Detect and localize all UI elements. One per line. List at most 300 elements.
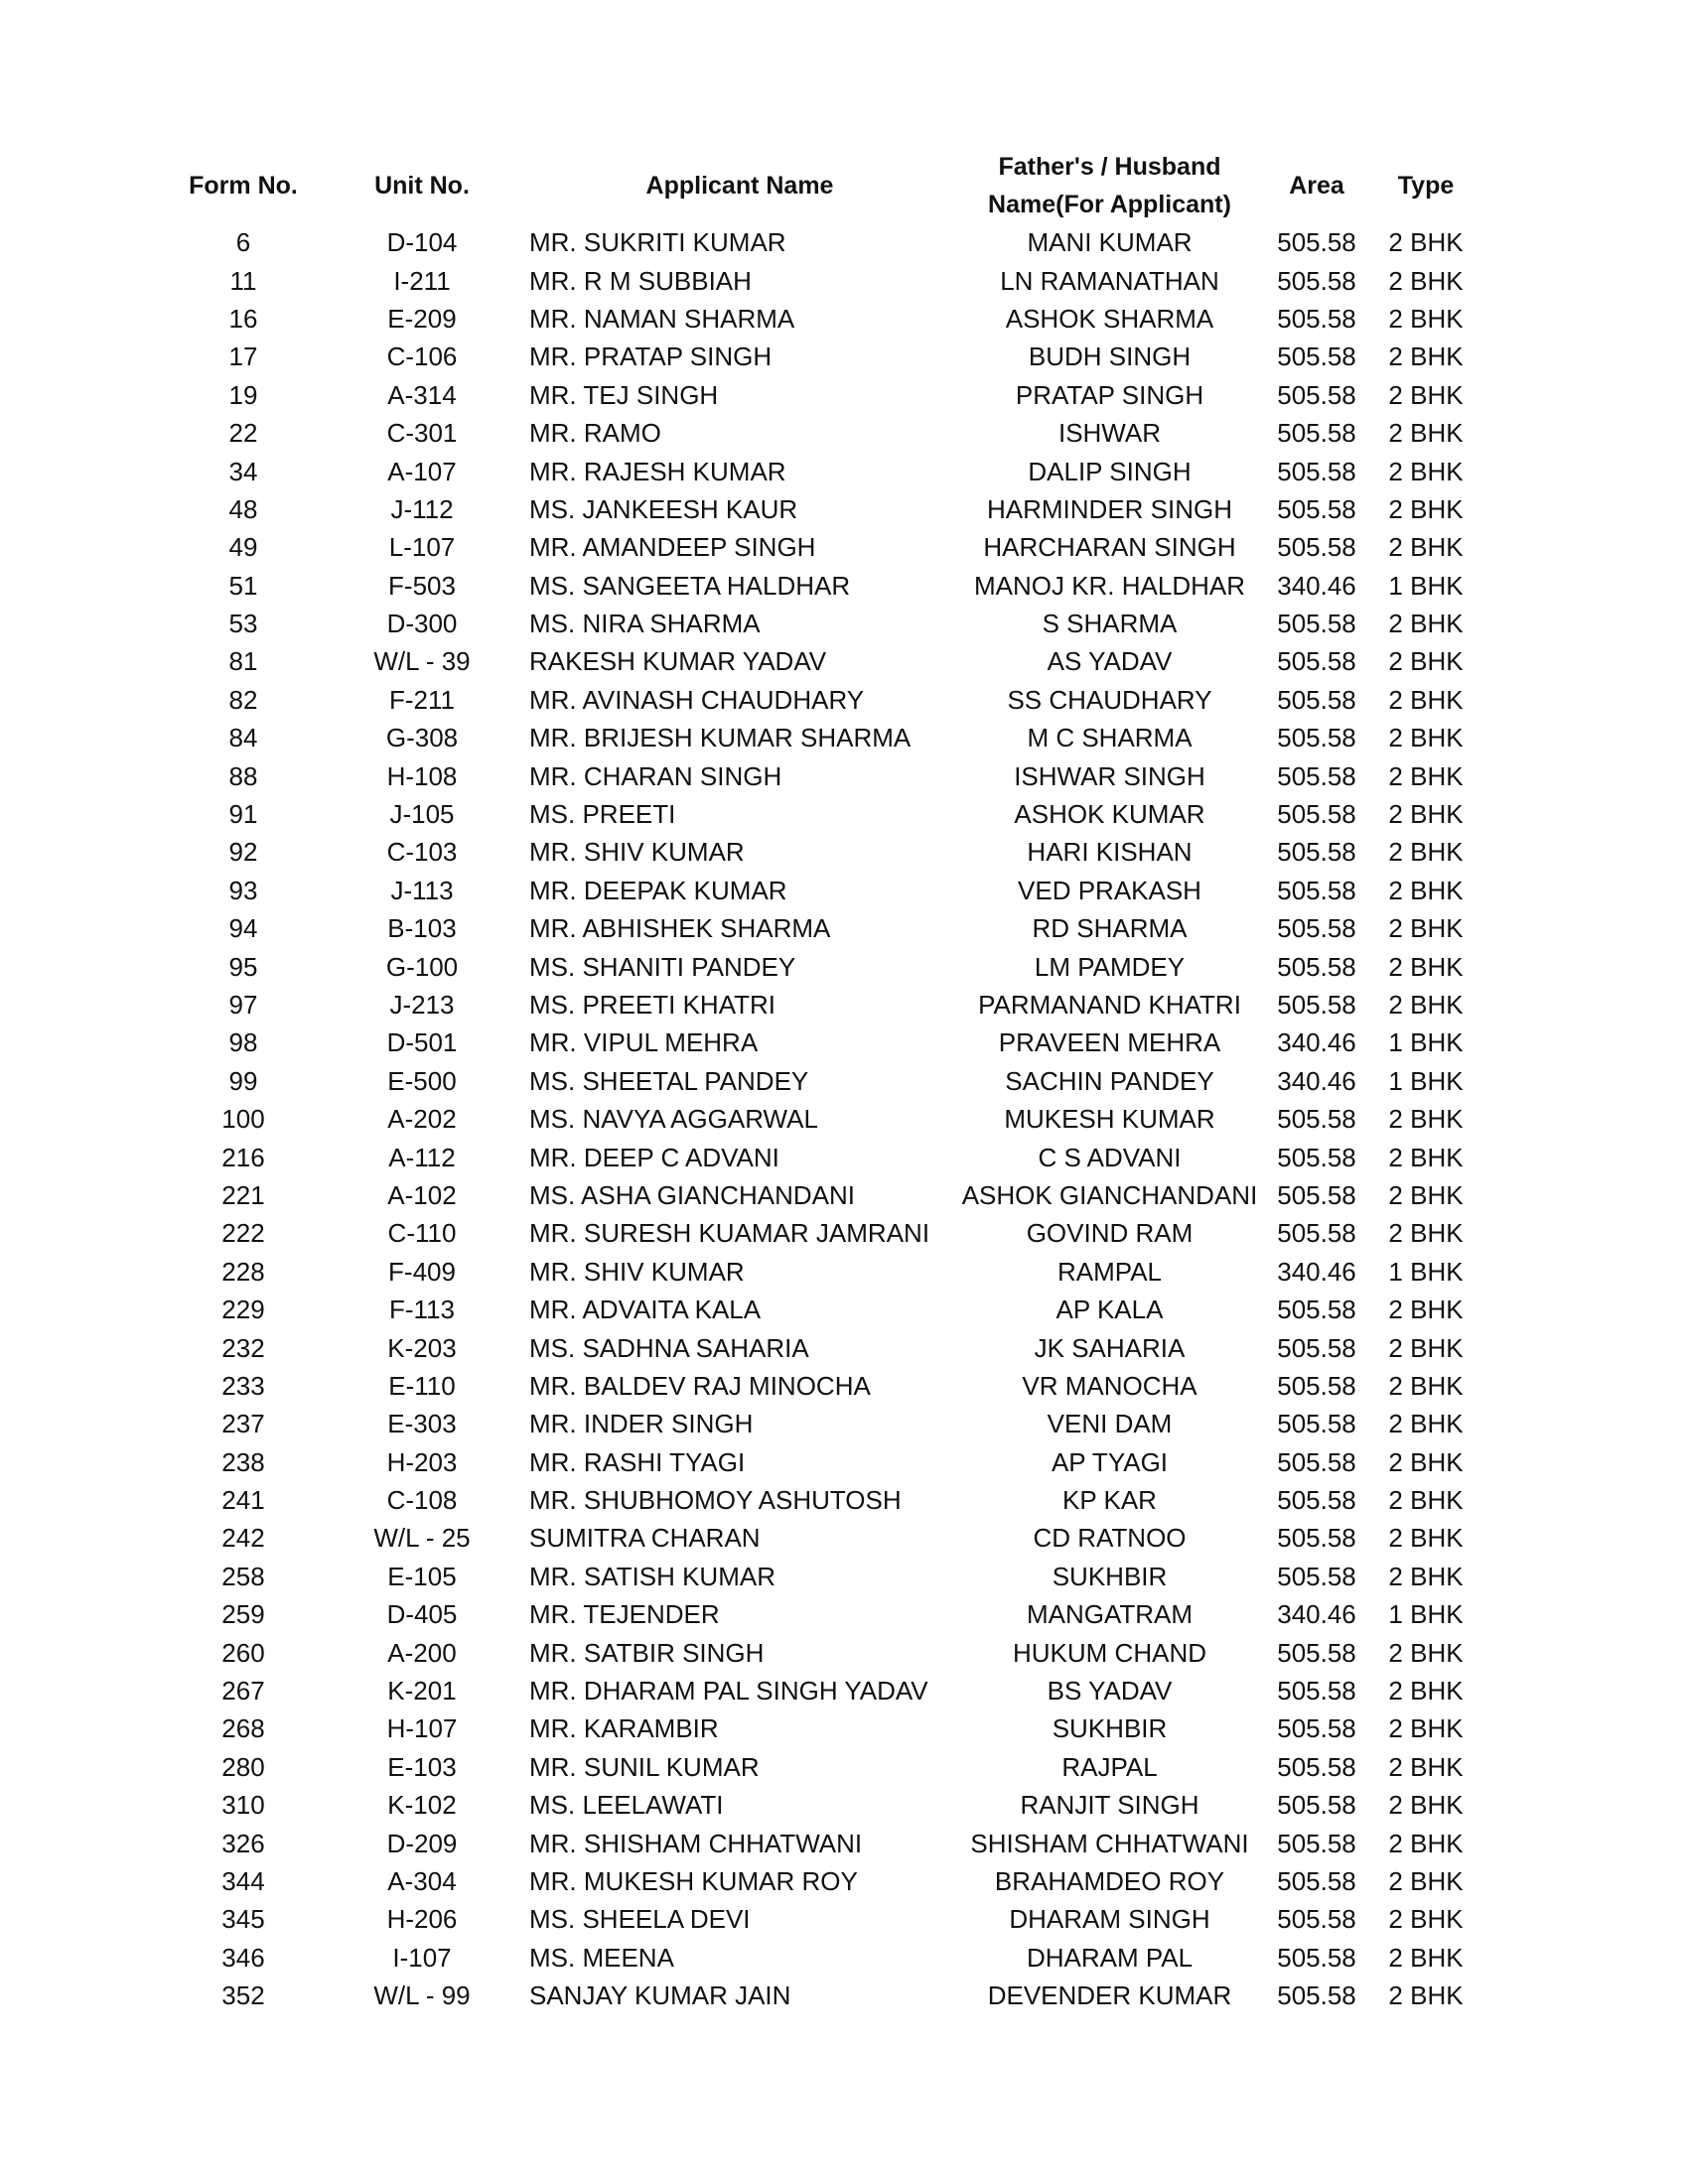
type-cell: 2 BHK: [1388, 418, 1464, 449]
father-name-cell: RD SHARMA: [1032, 913, 1188, 944]
father-name-cell: DHARAM PAL: [1026, 1942, 1194, 1973]
form-no-cell: 260: [221, 1637, 265, 1668]
table-row: [164, 1939, 1479, 1977]
father-name-cell: M C SHARMA: [1027, 723, 1193, 753]
form-no-cell: 352: [221, 1980, 265, 2011]
father-name-cell: HUKUM CHAND: [1013, 1637, 1206, 1668]
unit-no-cell: F-211: [389, 684, 455, 715]
applicant-name-cell: MR. INDER SINGH: [529, 1409, 754, 1439]
type-cell: 2 BHK: [1388, 341, 1464, 372]
type-cell: 2 BHK: [1388, 265, 1464, 296]
unit-no-cell: W/L - 99: [373, 1980, 471, 2011]
father-name-cell: MANI KUMAR: [1027, 227, 1193, 258]
father-name-cell: VR MANOCHA: [1022, 1370, 1197, 1401]
unit-no-cell: A-200: [387, 1637, 457, 1668]
unit-no-cell: E-105: [387, 1561, 457, 1591]
area-cell: 505.58: [1277, 265, 1356, 296]
unit-no-cell: G-308: [385, 723, 459, 753]
father-name-cell: SACHIN PANDEY: [1005, 1065, 1214, 1096]
applicant-name-cell: MR. BALDEV RAJ MINOCHA: [529, 1370, 871, 1401]
applicant-name-cell: MR. ABHISHEK SHARMA: [529, 913, 831, 944]
form-no-cell: 242: [221, 1523, 265, 1554]
area-cell: 505.58: [1277, 1751, 1356, 1782]
type-cell: 1 BHK: [1388, 1027, 1464, 1058]
applicant-name-cell: SUMITRA CHARAN: [529, 1523, 761, 1554]
father-name-cell: AS YADAV: [1047, 646, 1173, 677]
table-row: [164, 1672, 1479, 1709]
area-cell: 505.58: [1277, 1142, 1356, 1172]
area-cell: 505.58: [1277, 1523, 1356, 1554]
unit-no-cell: D-104: [386, 227, 458, 258]
area-cell: 505.58: [1277, 1980, 1356, 2011]
area-cell: 505.58: [1277, 418, 1356, 449]
unit-no-cell: J-213: [389, 990, 455, 1020]
father-name-cell: BUDH SINGH: [1028, 341, 1192, 372]
table-row: [164, 795, 1479, 833]
form-no-cell: 222: [221, 1218, 265, 1249]
area-cell: 505.58: [1277, 1485, 1356, 1516]
father-name-cell: RANJIT SINGH: [1020, 1790, 1199, 1821]
area-cell: 340.46: [1277, 1256, 1356, 1287]
unit-no-cell: C-110: [387, 1218, 457, 1249]
type-cell: 2 BHK: [1388, 1446, 1464, 1477]
unit-no-cell: W/L - 25: [373, 1523, 471, 1554]
applicant-name-cell: SANJAY KUMAR JAIN: [529, 1980, 791, 2011]
father-name-cell: SHISHAM CHHATWANI: [970, 1828, 1249, 1858]
applicant-name-cell: MR. DEEPAK KUMAR: [529, 875, 787, 905]
form-no-cell: 53: [228, 609, 258, 639]
father-name-cell: BRAHAMDEO ROY: [994, 1865, 1225, 1896]
form-no-cell: 91: [228, 799, 258, 830]
applicant-name-cell: MS. LEELAWATI: [529, 1790, 724, 1821]
unit-no-cell: J-105: [389, 799, 455, 830]
unit-no-cell: E-209: [387, 303, 457, 334]
header-row: [164, 147, 1479, 223]
area-cell: 505.58: [1277, 303, 1356, 334]
form-no-cell: 345: [221, 1904, 265, 1935]
table-header: [164, 147, 1479, 223]
father-name-cell: HARCHARAN SINGH: [983, 532, 1236, 563]
father-name-cell: AP TYAGI: [1051, 1446, 1169, 1477]
table-row: [164, 986, 1479, 1024]
applicant-name-cell: MR. SUNIL KUMAR: [529, 1751, 760, 1782]
unit-no-cell: D-209: [386, 1828, 458, 1858]
table-row: [164, 756, 1479, 794]
type-cell: 2 BHK: [1388, 646, 1464, 677]
form-no-cell: 22: [228, 418, 258, 449]
father-name-cell: DHARAM SINGH: [1009, 1904, 1210, 1935]
applicant-name-cell: MS. SHEELA DEVI: [529, 1904, 751, 1935]
father-name-cell: HARMINDER SINGH: [986, 493, 1232, 524]
type-cell: 1 BHK: [1388, 1599, 1464, 1630]
applicant-name-cell: MR. SATBIR SINGH: [529, 1637, 765, 1668]
type-cell: 2 BHK: [1388, 609, 1464, 639]
unit-no-cell: K-102: [387, 1790, 457, 1821]
table-row: [164, 1176, 1479, 1214]
table-row: [164, 1977, 1479, 2014]
applicant-name-cell: MR. RAJESH KUMAR: [529, 456, 786, 486]
father-name-cell: RAMPAL: [1057, 1256, 1162, 1287]
type-cell: 1 BHK: [1388, 1065, 1464, 1096]
unit-no-cell: H-206: [386, 1904, 458, 1935]
unit-no-cell: D-501: [386, 1027, 458, 1058]
table-row: [164, 1100, 1479, 1138]
father-name-cell: VED PRAKASH: [1018, 875, 1201, 905]
form-no-cell: 344: [221, 1865, 265, 1896]
table-row: [164, 1519, 1479, 1557]
form-no-cell: 99: [228, 1065, 258, 1096]
unit-no-cell: K-203: [387, 1332, 457, 1363]
unit-no-cell: W/L - 39: [373, 646, 471, 677]
header-father-line2: Name(For Applicant): [988, 190, 1231, 218]
form-no-cell: 241: [221, 1485, 265, 1516]
unit-no-cell: A-314: [387, 379, 457, 410]
unit-no-cell: A-112: [388, 1142, 456, 1172]
form-no-cell: 258: [221, 1561, 265, 1591]
father-name-cell: MUKESH KUMAR: [1004, 1104, 1215, 1135]
type-cell: 2 BHK: [1388, 1865, 1464, 1896]
header-area: Area: [1289, 171, 1344, 200]
table-row: [164, 1862, 1479, 1900]
table-row: [164, 1443, 1479, 1481]
form-no-cell: 11: [229, 265, 257, 296]
father-name-cell: ASHOK SHARMA: [1005, 303, 1214, 334]
form-no-cell: 34: [228, 456, 258, 486]
applicant-name-cell: MR. MUKESH KUMAR ROY: [529, 1865, 858, 1896]
father-name-cell: CD RATNOO: [1033, 1523, 1187, 1554]
table-row: [164, 261, 1479, 299]
applicant-name-cell: MS. NIRA SHARMA: [529, 609, 761, 639]
father-name-cell: ISHWAR: [1057, 418, 1162, 449]
applicant-name-cell: MR. DHARAM PAL SINGH YADAV: [529, 1676, 928, 1706]
applicant-name-cell: MR. R M SUBBIAH: [529, 265, 752, 296]
table-row: [164, 490, 1479, 528]
type-cell: 2 BHK: [1388, 1370, 1464, 1401]
father-name-cell: SS CHAUDHARY: [1007, 684, 1212, 715]
table-row: [164, 1709, 1479, 1747]
header-father-line1: Father's / Husband: [998, 152, 1221, 181]
type-cell: 2 BHK: [1388, 227, 1464, 258]
applicant-name-cell: RAKESH KUMAR YADAV: [529, 646, 827, 677]
unit-no-cell: A-304: [387, 1865, 457, 1896]
area-cell: 505.58: [1277, 837, 1356, 868]
allotment-table: [164, 147, 1479, 2014]
unit-no-cell: A-102: [387, 1179, 457, 1210]
father-name-cell: DALIP SINGH: [1028, 456, 1192, 486]
table-row: [164, 223, 1479, 261]
father-name-cell: GOVIND RAM: [1026, 1218, 1194, 1249]
type-cell: 2 BHK: [1388, 1790, 1464, 1821]
area-cell: 505.58: [1277, 684, 1356, 715]
father-name-cell: LM PAMDEY: [1034, 951, 1186, 982]
applicant-name-cell: MS. PREETI KHATRI: [529, 990, 775, 1020]
type-cell: 2 BHK: [1388, 493, 1464, 524]
form-no-cell: 232: [221, 1332, 265, 1363]
area-cell: 505.58: [1277, 1713, 1356, 1744]
form-no-cell: 326: [221, 1828, 265, 1858]
form-no-cell: 93: [228, 875, 258, 905]
unit-no-cell: K-201: [387, 1676, 457, 1706]
area-cell: 505.58: [1277, 1370, 1356, 1401]
area-cell: 505.58: [1277, 1828, 1356, 1858]
area-cell: 505.58: [1277, 913, 1356, 944]
table-row: [164, 1291, 1479, 1328]
type-cell: 2 BHK: [1388, 532, 1464, 563]
type-cell: 2 BHK: [1388, 456, 1464, 486]
type-cell: 2 BHK: [1388, 799, 1464, 830]
unit-no-cell: C-108: [386, 1485, 458, 1516]
applicant-name-cell: MR. AVINASH CHAUDHARY: [529, 684, 865, 715]
area-cell: 505.58: [1277, 646, 1356, 677]
table-row: [164, 1328, 1479, 1366]
table-row: [164, 338, 1479, 375]
father-name-cell: JK SAHARIA: [1034, 1332, 1186, 1363]
form-no-cell: 98: [228, 1027, 258, 1058]
father-name-cell: VENI DAM: [1047, 1409, 1173, 1439]
table-row: [164, 376, 1479, 414]
applicant-name-cell: MS. NAVYA AGGARWAL: [529, 1104, 818, 1135]
type-cell: 2 BHK: [1388, 1485, 1464, 1516]
form-no-cell: 16: [228, 303, 258, 334]
table-row: [164, 1024, 1479, 1061]
applicant-name-cell: MR. SHIV KUMAR: [529, 837, 745, 868]
applicant-name-cell: MS. SHANITI PANDEY: [529, 951, 796, 982]
father-name-cell: SUKHBIR: [1052, 1713, 1168, 1744]
unit-no-cell: H-107: [386, 1713, 458, 1744]
table-row: [164, 909, 1479, 947]
form-no-cell: 346: [221, 1942, 265, 1973]
form-no-cell: 97: [228, 990, 258, 1020]
table-row: [164, 1824, 1479, 1861]
form-no-cell: 94: [228, 913, 258, 944]
area-cell: 505.58: [1277, 875, 1356, 905]
area-cell: 505.58: [1277, 456, 1356, 486]
area-cell: 505.58: [1277, 1865, 1356, 1896]
form-no-cell: 6: [235, 227, 251, 258]
applicant-name-cell: MR. SATISH KUMAR: [529, 1561, 775, 1591]
applicant-name-cell: MS. SHEETAL PANDEY: [529, 1065, 809, 1096]
type-cell: 2 BHK: [1388, 1409, 1464, 1439]
father-name-cell: ASHOK KUMAR: [1014, 799, 1205, 830]
type-cell: 2 BHK: [1388, 684, 1464, 715]
applicant-name-cell: MR. CHARAN SINGH: [529, 760, 782, 791]
type-cell: 2 BHK: [1388, 1142, 1464, 1172]
applicant-name-cell: MR. NAMAN SHARMA: [529, 303, 795, 334]
table-row: [164, 1633, 1479, 1671]
table-row: [164, 1481, 1479, 1519]
area-cell: 505.58: [1277, 1561, 1356, 1591]
applicant-name-cell: MS. ASHA GIANCHANDANI: [529, 1179, 855, 1210]
unit-no-cell: F-409: [388, 1256, 456, 1287]
type-cell: 2 BHK: [1388, 913, 1464, 944]
area-cell: 505.58: [1277, 609, 1356, 639]
type-cell: 2 BHK: [1388, 723, 1464, 753]
type-cell: 1 BHK: [1388, 1256, 1464, 1287]
form-no-cell: 229: [221, 1295, 265, 1325]
area-cell: 505.58: [1277, 723, 1356, 753]
applicant-name-cell: MR. AMANDEEP SINGH: [529, 532, 816, 563]
form-no-cell: 88: [228, 760, 258, 791]
form-no-cell: 310: [221, 1790, 265, 1821]
form-no-cell: 82: [228, 684, 258, 715]
header-father-husband-name: [958, 147, 1261, 223]
unit-no-cell: L-107: [388, 532, 456, 563]
area-cell: 505.58: [1277, 493, 1356, 524]
form-no-cell: 228: [221, 1256, 265, 1287]
header-applicant-name: Applicant Name: [645, 171, 834, 200]
area-cell: 340.46: [1277, 1599, 1356, 1630]
applicant-name-cell: MS. SADHNA SAHARIA: [529, 1332, 809, 1363]
type-cell: 1 BHK: [1388, 570, 1464, 601]
table-row: [164, 1367, 1479, 1405]
father-name-cell: MANOJ KR. HALDHAR: [973, 570, 1246, 601]
form-no-cell: 267: [221, 1676, 265, 1706]
area-cell: 505.58: [1277, 1332, 1356, 1363]
area-cell: 505.58: [1277, 1942, 1356, 1973]
applicant-name-cell: MR. VIPUL MEHRA: [529, 1027, 759, 1058]
father-name-cell: SUKHBIR: [1052, 1561, 1168, 1591]
form-no-cell: 268: [221, 1713, 265, 1744]
header-unit-no: Unit No.: [374, 171, 470, 200]
header-type: Type: [1397, 171, 1455, 200]
area-cell: 505.58: [1277, 532, 1356, 563]
table-row: [164, 1748, 1479, 1786]
applicant-name-cell: MR. BRIJESH KUMAR SHARMA: [529, 723, 912, 753]
area-cell: 505.58: [1277, 1446, 1356, 1477]
area-cell: 505.58: [1277, 341, 1356, 372]
type-cell: 2 BHK: [1388, 1980, 1464, 2011]
table-row: [164, 1405, 1479, 1442]
father-name-cell: BS YADAV: [1047, 1676, 1173, 1706]
father-name-cell: RAJPAL: [1061, 1751, 1158, 1782]
form-no-cell: 233: [221, 1370, 265, 1401]
type-cell: 2 BHK: [1388, 1218, 1464, 1249]
form-no-cell: 237: [221, 1409, 265, 1439]
type-cell: 2 BHK: [1388, 303, 1464, 334]
applicant-name-cell: MR. SHISHAM CHHATWANI: [529, 1828, 863, 1858]
unit-no-cell: E-103: [387, 1751, 457, 1782]
unit-no-cell: A-202: [387, 1104, 457, 1135]
table-row: [164, 1786, 1479, 1824]
table-row: [164, 605, 1479, 642]
unit-no-cell: I-107: [392, 1942, 452, 1973]
type-cell: 2 BHK: [1388, 1332, 1464, 1363]
type-cell: 2 BHK: [1388, 1828, 1464, 1858]
type-cell: 2 BHK: [1388, 837, 1464, 868]
applicant-name-cell: MS. JANKEESH KAUR: [529, 493, 798, 524]
father-name-cell: ISHWAR SINGH: [1014, 760, 1205, 791]
applicant-name-cell: MR. PRATAP SINGH: [529, 341, 773, 372]
table-row: [164, 642, 1479, 680]
applicant-name-cell: MS. SANGEETA HALDHAR: [529, 570, 851, 601]
unit-no-cell: A-107: [387, 456, 457, 486]
table-row: [164, 528, 1479, 566]
type-cell: 2 BHK: [1388, 1676, 1464, 1706]
area-cell: 505.58: [1277, 760, 1356, 791]
type-cell: 2 BHK: [1388, 1561, 1464, 1591]
father-name-cell: ASHOK GIANCHANDANI: [961, 1179, 1258, 1210]
type-cell: 2 BHK: [1388, 1523, 1464, 1554]
form-no-cell: 51: [228, 570, 258, 601]
table-row: [164, 947, 1479, 985]
father-name-cell: C S ADVANI: [1038, 1142, 1182, 1172]
form-no-cell: 280: [221, 1751, 265, 1782]
type-cell: 2 BHK: [1388, 1637, 1464, 1668]
unit-no-cell: I-211: [393, 265, 451, 296]
area-cell: 505.58: [1277, 1904, 1356, 1935]
applicant-name-cell: MR. SURESH KUAMAR JAMRANI: [529, 1218, 930, 1249]
table-row: [164, 833, 1479, 871]
area-cell: 505.58: [1277, 1179, 1356, 1210]
form-no-cell: 95: [228, 951, 258, 982]
type-cell: 2 BHK: [1388, 1179, 1464, 1210]
table-row: [164, 1595, 1479, 1633]
area-cell: 505.58: [1277, 990, 1356, 1020]
father-name-cell: PRAVEEN MEHRA: [998, 1027, 1221, 1058]
type-cell: 2 BHK: [1388, 875, 1464, 905]
table-row: [164, 872, 1479, 909]
unit-no-cell: D-405: [386, 1599, 458, 1630]
form-no-cell: 49: [228, 532, 258, 563]
form-no-cell: 259: [221, 1599, 265, 1630]
area-cell: 505.58: [1277, 1218, 1356, 1249]
area-cell: 505.58: [1277, 1637, 1356, 1668]
table-row: [164, 567, 1479, 605]
form-no-cell: 238: [221, 1446, 265, 1477]
type-cell: 2 BHK: [1388, 379, 1464, 410]
unit-no-cell: J-112: [390, 493, 454, 524]
type-cell: 2 BHK: [1388, 951, 1464, 982]
table-row: [164, 1062, 1479, 1100]
unit-no-cell: C-106: [386, 341, 458, 372]
applicant-name-cell: MR. SHIV KUMAR: [529, 1256, 745, 1287]
area-cell: 340.46: [1277, 570, 1356, 601]
form-no-cell: 17: [228, 341, 258, 372]
form-no-cell: 221: [221, 1179, 265, 1210]
unit-no-cell: B-103: [387, 913, 457, 944]
applicant-name-cell: MS. MEENA: [529, 1942, 674, 1973]
father-name-cell: KP KAR: [1062, 1485, 1157, 1516]
form-no-cell: 48: [228, 493, 258, 524]
unit-no-cell: E-110: [388, 1370, 456, 1401]
area-cell: 505.58: [1277, 1409, 1356, 1439]
unit-no-cell: E-500: [387, 1065, 457, 1096]
table-row: [164, 1900, 1479, 1938]
area-cell: 340.46: [1277, 1065, 1356, 1096]
area-cell: 505.58: [1277, 951, 1356, 982]
unit-no-cell: H-108: [386, 760, 458, 791]
unit-no-cell: H-203: [386, 1446, 458, 1477]
unit-no-cell: E-303: [387, 1409, 457, 1439]
applicant-name-cell: MR. DEEP C ADVANI: [529, 1142, 779, 1172]
father-name-cell: S SHARMA: [1042, 609, 1178, 639]
type-cell: 2 BHK: [1388, 1904, 1464, 1935]
header-form-no: Form No.: [189, 171, 298, 200]
father-name-cell: MANGATRAM: [1026, 1599, 1194, 1630]
area-cell: 505.58: [1277, 1790, 1356, 1821]
applicant-name-cell: MR. TEJENDER: [529, 1599, 720, 1630]
unit-no-cell: C-301: [386, 418, 458, 449]
area-cell: 505.58: [1277, 799, 1356, 830]
table-body: [164, 223, 1479, 2014]
table-row: [164, 1253, 1479, 1291]
applicant-name-cell: MS. PREETI: [529, 799, 676, 830]
applicant-name-cell: MR. ADVAITA KALA: [529, 1295, 762, 1325]
unit-no-cell: J-113: [390, 875, 454, 905]
applicant-name-cell: MR. RAMO: [529, 418, 661, 449]
type-cell: 2 BHK: [1388, 1942, 1464, 1973]
table-row: [164, 681, 1479, 719]
